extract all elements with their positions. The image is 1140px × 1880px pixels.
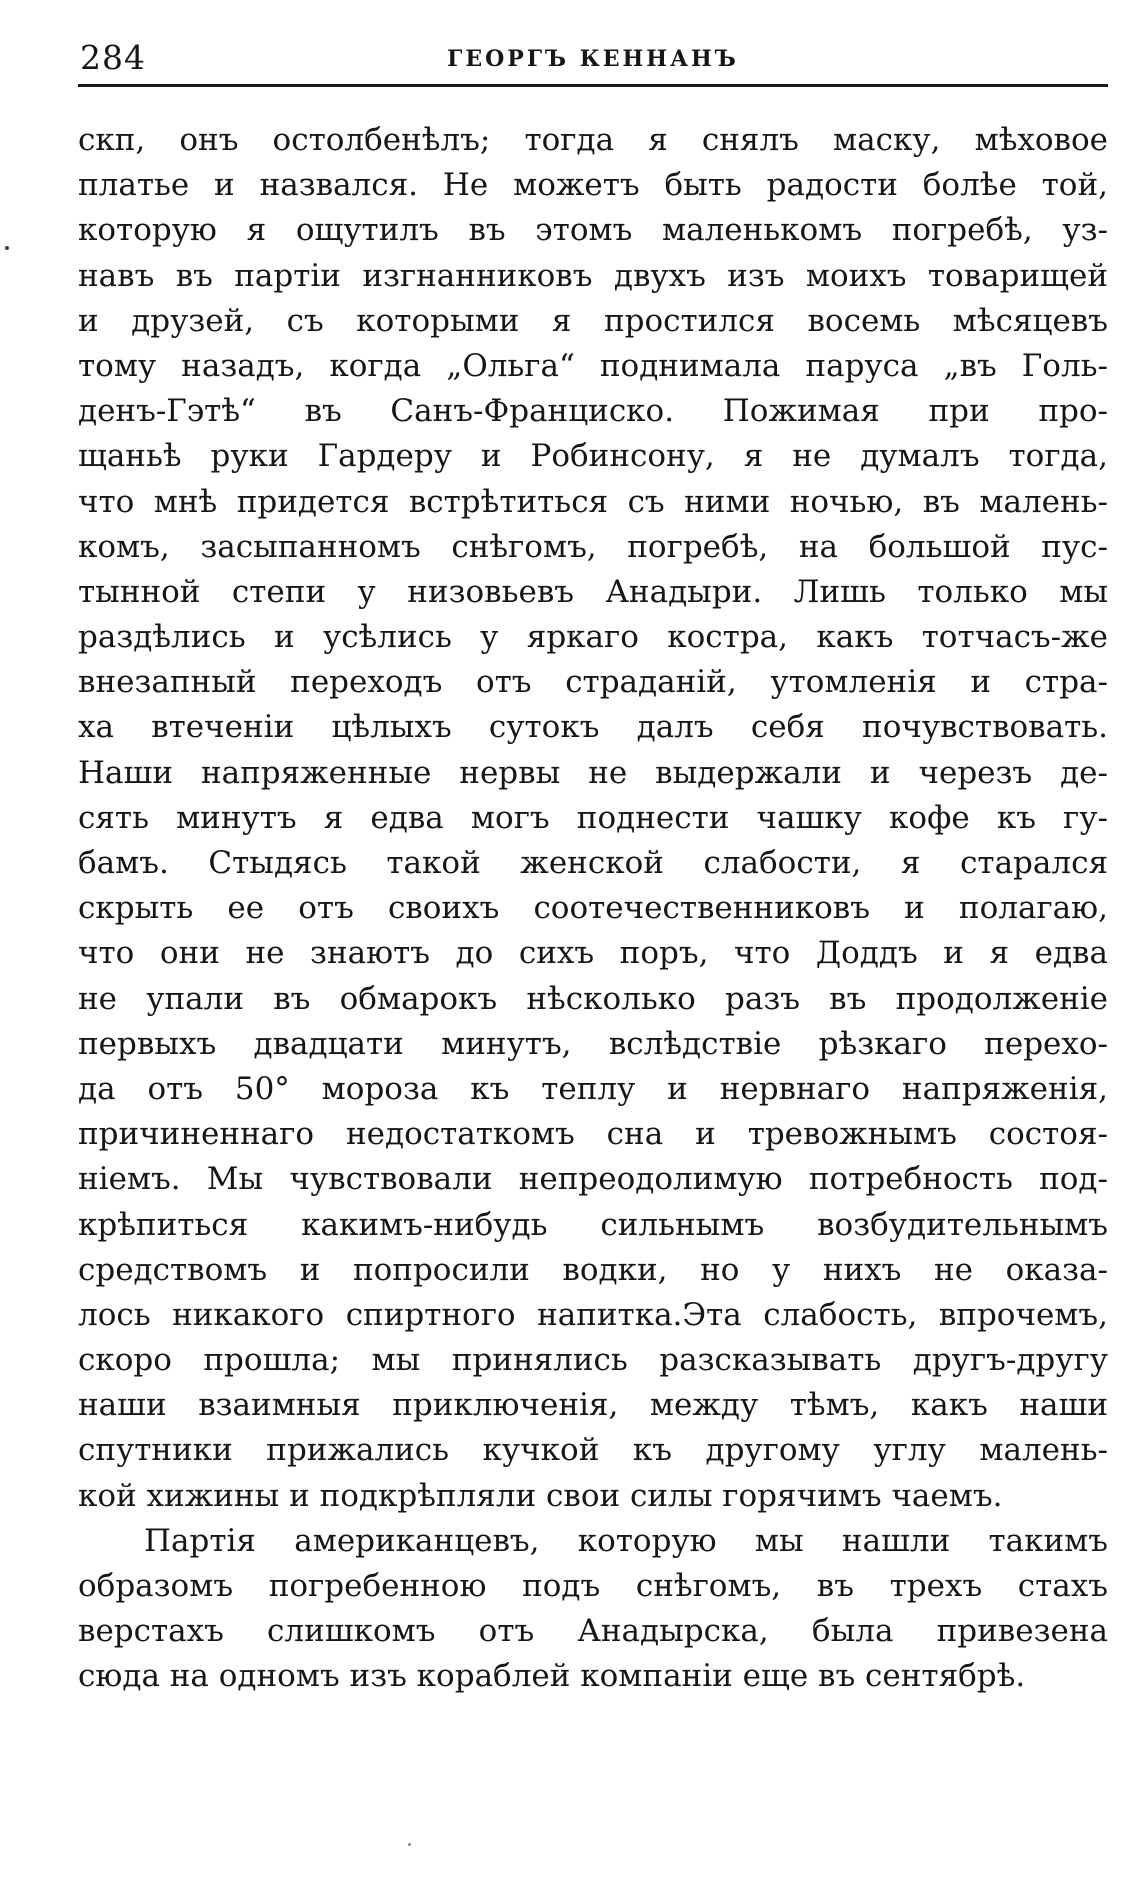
text-line: комъ, засыпанномъ снѣгомъ, погребѣ, на большой пус- [78, 528, 1108, 565]
text-line: щаньѣ руки Гардеру и Робинсону, я не думалъ тогда, [78, 438, 1108, 475]
text-line: ніемъ. Мы чувствовали непреодолимую потребность под- [78, 1161, 1108, 1198]
text-line: не упали въ обмарокъ нѣсколько разъ въ продолженіе [78, 980, 1108, 1017]
stray-ink-dot [5, 246, 9, 250]
text-line: кой хижины и подкрѣпляли свои силы горячимъ чаемъ. [78, 1477, 1003, 1514]
text-line: тынной степи у низовьевъ Анадыри. Лишь только мы [78, 573, 1108, 610]
text-line: ха втеченіи цѣлыхъ сутокъ далъ себя почувствовать. [78, 709, 1108, 746]
text-line: крѣпиться какимъ-нибудь сильнымъ возбудительнымъ [78, 1206, 1108, 1243]
text-line: и друзей, съ которыми я простился восемь мѣсяцевъ [78, 302, 1108, 339]
text-line: причиненнаго недостаткомъ сна и тревожнымъ состоя- [78, 1116, 1108, 1153]
text-line: бамъ. Стыдясь такой женской слабости, я старался [78, 845, 1108, 881]
text-line: скрыть ее отъ своихъ соотечественниковъ и полагаю, [78, 890, 1108, 927]
text-line: внезапный переходъ отъ страданій, утомленія и стра- [78, 664, 1108, 701]
running-title: ГЕОРГЪ КЕННАНЪ [447, 46, 739, 72]
text-line: да отъ 50° мороза къ теплу и нервнаго напряженія, [78, 1070, 1108, 1107]
text-line: тому назадъ, когда „Ольга“ поднимала паруса „въ Голь- [78, 347, 1108, 384]
text-line: первыхъ двадцати минутъ, вслѣдствіе рѣзкаго перехо- [78, 1025, 1108, 1062]
text-line: скоро прошла; мы принялись разсказывать другъ-другу [78, 1342, 1108, 1379]
text-line: Партія американцевъ, которую мы нашли такимъ [144, 1522, 1108, 1559]
paragraph [78, 118, 1108, 1519]
text-line: что мнѣ придется встрѣтиться съ ними ночью, въ малень- [78, 483, 1108, 520]
page-number: 284 [80, 38, 146, 77]
text-line: средствомъ и попросили водки, но у нихъ не оказа- [78, 1251, 1108, 1288]
text-line: лось никакого спиртного напитка.Эта слабость, впрочемъ, [78, 1296, 1108, 1333]
text-line: скп, онъ остолбенѣлъ; тогда я снялъ маску, мѣховое [78, 122, 1108, 158]
running-head [78, 36, 1108, 87]
text-line: Наши напряженные нервы не выдержали и черезъ де- [78, 754, 1108, 791]
text-line: раздѣлись и усѣлись у яркаго костра, какъ тотчасъ-же [78, 619, 1108, 656]
text-line: верстахъ слишкомъ отъ Анадырска, была привезена [78, 1613, 1108, 1650]
text-line: навъ въ партіи изгнанниковъ двухъ изъ моихъ товарищей [78, 257, 1108, 294]
stray-ink-dot [408, 1843, 411, 1846]
paragraph [78, 1519, 1108, 1700]
text-line: наши взаимныя приключенія, между тѣмъ, какъ наши [78, 1387, 1108, 1424]
text-line: денъ-Гэтѣ“ въ Санъ-Франциско. Пожимая при про- [78, 393, 1108, 430]
text-line: сюда на одномъ изъ кораблей компаніи еще въ сентябрѣ. [78, 1658, 1026, 1695]
text-line: платье и назвался. Не можетъ быть радости болѣе той, [78, 167, 1108, 204]
text-line: образомъ погребенною подъ снѣгомъ, въ трехъ стахъ [78, 1568, 1108, 1604]
text-line: которую я ощутилъ въ этомъ маленькомъ погребѣ, уз- [78, 212, 1108, 249]
text-line: спутники прижались кучкой къ другому углу малень- [78, 1432, 1108, 1469]
text-line: что они не знаютъ до сихъ поръ, что Доддъ и я едва [78, 935, 1108, 972]
text-line: сять минутъ я едва могъ поднести чашку кофе къ гу- [78, 799, 1108, 836]
body-text [78, 118, 1108, 1700]
